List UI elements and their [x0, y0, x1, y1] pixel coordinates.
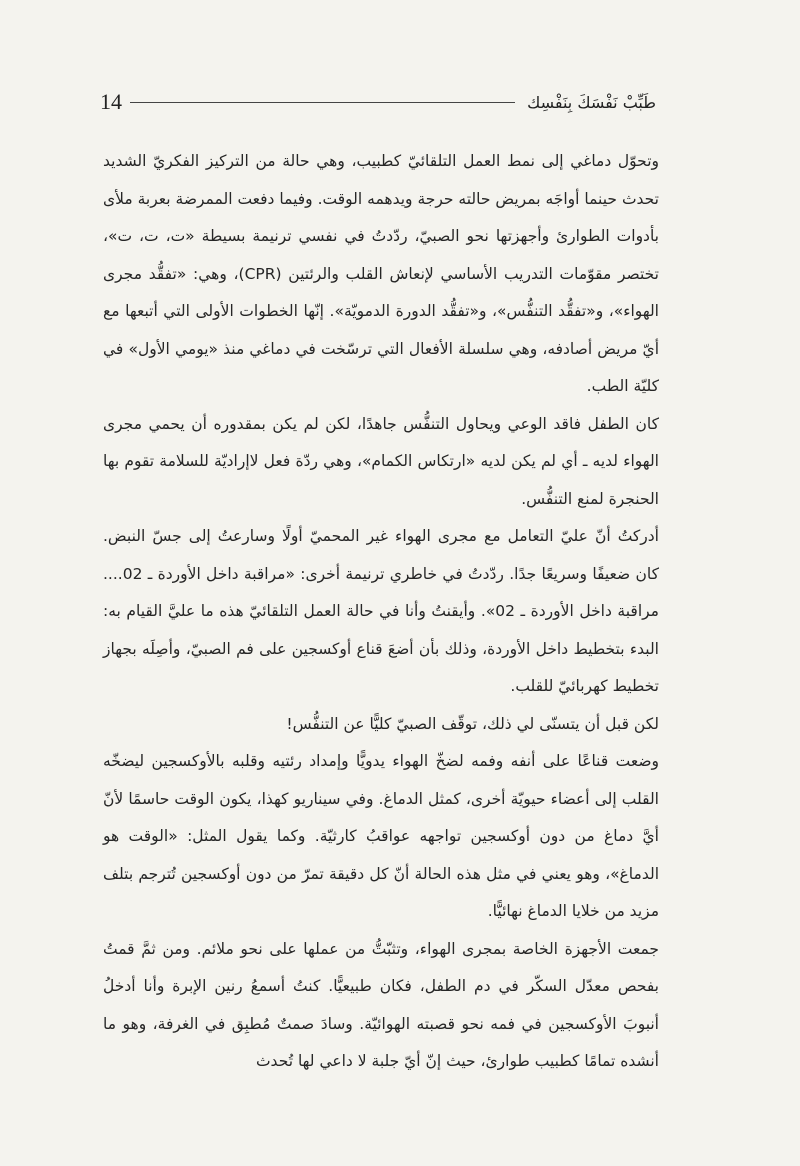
book-title: طَبِّبْ نَفْسَكَ بِنَفْسِك [527, 92, 656, 112]
paragraph: أدركتُ أنّ عليّ التعامل مع مجرى الهواء غير المحميّ أولًا وسارعتُ إلى جسّ النبض. كان ضعيفًا وسريعًا جدًا. ردّدتُ في خاطري ترنيمة أخرى: «مراقبة داخل الأوردة ـ 02.... مراقبة داخل الأوردة ـ 02». وأيقنتُ وأنا في حالة العمل التلقائيّ هذه ما عليَّ القيام به: البدء بتخطيط داخل الأوردة، وذلك بأن أضعَ قناع أوكسجين على فم الصبيّ، وأصِلَه بجهاز تخطيط كهربائيّ للقلب. [103, 527, 659, 695]
header-rule [130, 102, 515, 103]
body-text [103, 143, 659, 1081]
running-header [100, 86, 656, 118]
paragraph: كان الطفل فاقد الوعي ويحاول التنفُّس جاهدًا، لكن لم يكن بمقدوره أن يحمي مجرى الهواء لديه ـ أي لم يكن لديه «ارتكاس الكمام»، وهي ردّة فعل لاإراديّة للسلامة تقوم بها الحنجرة لمنع التنفُّس. [103, 414, 659, 508]
paragraph: وتحوّل دماغي إلى نمط العمل التلقائيّ كطبيب، وهي حالة من التركيز الفكريّ الشديد تحدث حينما أواجَه بمريض حالته حرجة ويدهمه الوقت. وفيما دفعت الممرضة بعربة ملأى بأدوات الطوارئ وأجهزتها نحو الصبيّ، ردّدتُ في نفسي ترنيمة بسيطة «ت، ت، ت»، تختصر مقوّمات التدريب الأساسي لإنعاش القلب والرئتين (CPR)، وهي: «تفقُّد مجرى الهواء»، و«تفقُّد التنفُّس»، و«تفقُّد الدورة الدمويّة». إنّها الخطوات الأولى التي أتبعها مع أيّ مريض أصادفه، وهي سلسلة الأفعال التي ترسّخت في دماغي منذ «يومي الأول» في كليّة الطب. [103, 152, 659, 395]
page-number: 14 [100, 89, 122, 114]
paragraph: وضعت قناعًا على أنفه وفمه لضخّ الهواء يدويًّا وإمداد رئتيه وقلبه بالأوكسجين ليضخّه القلب إلى أعضاء حيويّة أخرى، كمثل الدماغ. وفي سيناريو كهذا، يكون الوقت حاسمًا لأنّ أيَّ دماغ من دون أوكسجين تواجهه عواقبُ كارثيّة. وكما يقول المثل: «الوقت هو الدماغ»، وهو يعني في مثل هذه الحالة أنّ كل دقيقة تمرّ من دون أوكسجين تُترجم بتلف مزيد من خلايا الدماغ نهائيًّا. [103, 752, 659, 920]
paragraph: لكن قبل أن يتسنّى لي ذلك، توقّف الصبيّ كليًّا عن التنفُّس! [286, 714, 659, 733]
paragraph: جمعت الأجهزة الخاصة بمجرى الهواء، وتثبّتُّ من عملها على نحو ملائم. ومن ثمَّ قمتُ بفحص معدّل السكّر في دم الطفل، فكان طبيعيًّا. كنتُ أسمعُ رنين الإبرة وأنا أدخلُ أنبوبَ الأوكسجين في فمه نحو قصبته الهوائيّة. وسادَ صمتٌ مُطبِق في الغرفة، وهو ما أنشده تمامًا كطبيب طوارئ، حيث إنّ أيّ جلبة لا داعي لها تُحدث [103, 939, 659, 1070]
